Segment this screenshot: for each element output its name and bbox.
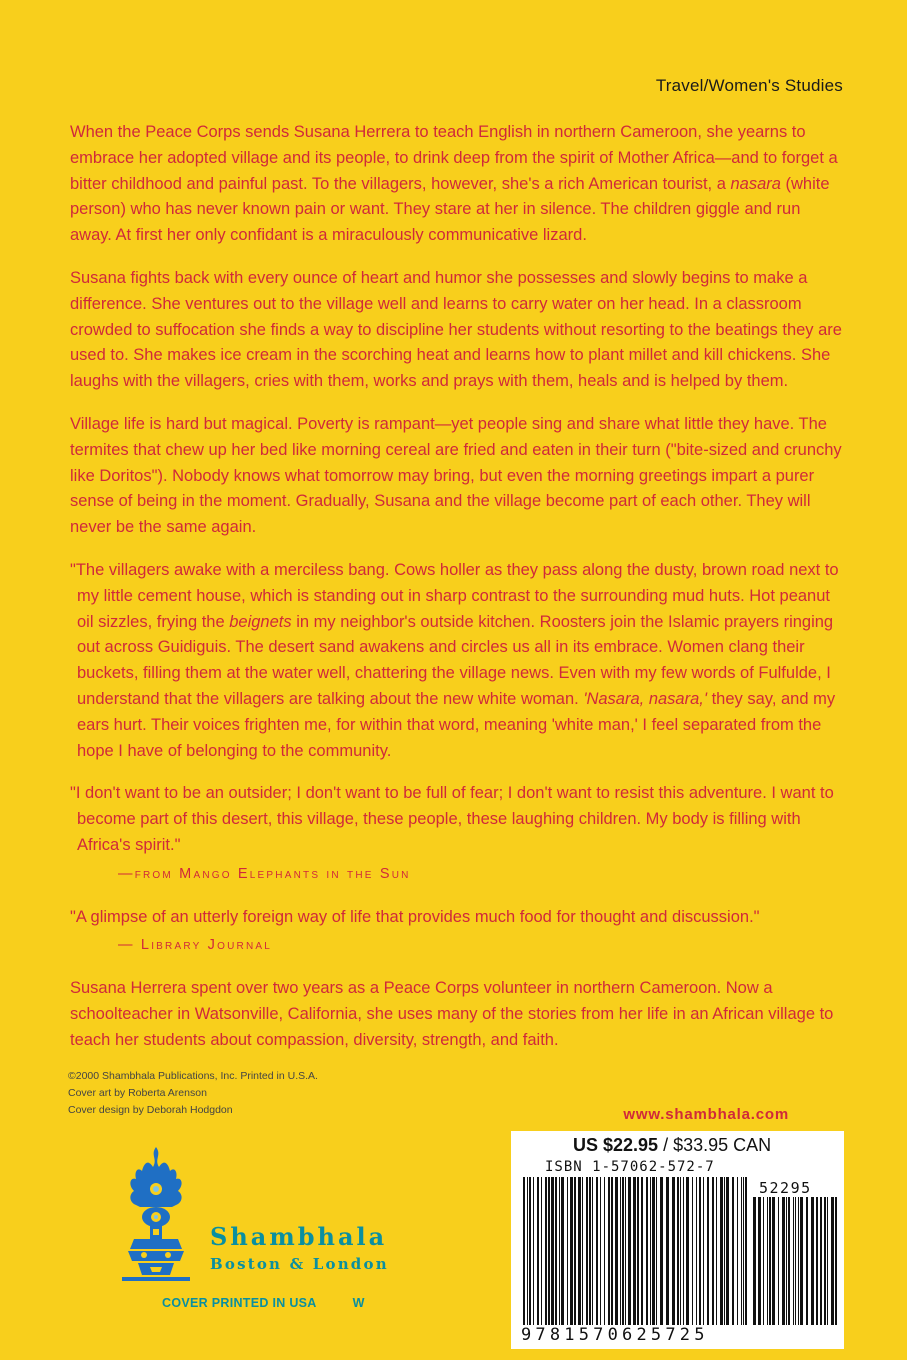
shambhala-emblem-icon: [120, 1145, 192, 1288]
price-line: US $22.95 / $33.95 CAN: [573, 1135, 772, 1155]
author-bio: Susana Herrera spent over two years as a Peace Corps volunteer in northern Cameroon. Now a schoolteacher in Watsonville, California, she uses many of the stories from her life in an African village to teach her students about compassion, diversity, strength, and faith.: [70, 979, 834, 1049]
ean-digits: 9781570625725: [521, 1325, 709, 1345]
printer-code: W: [352, 1296, 365, 1310]
barcode-panel: [511, 1131, 844, 1349]
price-addon-digits: 52295: [759, 1179, 812, 1197]
category-label: Travel/Women's Studies: [655, 76, 843, 95]
quote-attribution-journal: — Library Journal: [118, 937, 272, 954]
copyright-line: ©2000 Shambhala Publications, Inc. Printed in U.S.A.: [68, 1070, 318, 1082]
cover-art-credit: Cover art by Roberta Arenson: [68, 1087, 207, 1099]
excerpt-quote-1: "The villagers awake with a merciless bang. Cows holler as they pass along the dusty, brown road next to my little cement house, which is standing out in sharp contrast to the surrounding mud huts. Hot peanut oil sizzles, frying the beignets in my neighbor's outside kitchen. Roosters join the Islamic prayers ringing out across Guidiguis. The desert sand awakens and circles us all in its embrace. Women clang their buckets, filling them at the water well, chattering the village news. Even with my few words of Fulfulde, I understand that the villagers are talking about the new white woman. 'Nasara, nasara,' they say, and my ears hurt. Their voices frighten me, for within that word, meaning 'white man,' I feel separated from the hope I have of belonging to the community.: [70, 560, 839, 760]
publisher-name: Shambhala: [210, 1222, 388, 1251]
price-addon-barcode: [753, 1197, 837, 1325]
description-paragraph-2: Susana fights back with every ounce of heart and humor she possesses and slowly begins to make a difference. She ventures out to the village well and learns to carry water on her head. In a classroom crowded to suffocation she finds a way to discipline her students without resorting to the beatings they are used to. She makes ice cream in the scorching heat and learns how to plant millet and kill chickens. She laughs with the villagers, cries with them, works and prays with them, heals and is helped by them.: [70, 268, 842, 391]
back-cover-copy: [70, 120, 843, 1071]
ean-barcode: [523, 1177, 749, 1325]
excerpt-quote-2: "I don't want to be an outsider; I don't want to be full of fear; I don't want to resist this adventure. I want to become part of this desert, this village, these people, these laughing children. My body is filling with Africa's spirit." —from Mango Elephants in the Sun: [70, 781, 843, 887]
isbn-text: ISBN 1-57062-572-7: [545, 1159, 715, 1175]
review-quote: "A glimpse of an utterly foreign way of life that provides much food for thought and discussion." — Library Journal: [70, 905, 843, 960]
cover-design-credit: Cover design by Deborah Hodgdon: [68, 1104, 233, 1116]
printed-line: COVER PRINTED IN USA W: [162, 1296, 365, 1310]
description-paragraph-3: Village life is hard but magical. Poverty is rampant—yet people sing and share what little they have. The termites that chew up her bed like morning cereal are fried and eaten in their turn ("bite-sized and crunchy like Doritos"). Nobody knows what tomorrow may bring, but even the morning greetings impart a purer sense of being in the moment. Gradually, Susana and the village become part of each other. They will never be the same again.: [70, 414, 842, 537]
publisher-url[interactable]: www.shambhala.com: [623, 1106, 789, 1123]
description-paragraph-1: When the Peace Corps sends Susana Herrera to teach English in northern Cameroon, she yearns to embrace her adopted village and its people, to drink deep from the spirit of Mother Africa—and to forget a bitter childhood and painful past. To the villagers, however, she's a rich American tourist, a nasara (white person) who has never known pain or want. They stare at her in silence. The children giggle and run away. At first her only confidant is a miraculously communicative lizard.: [70, 123, 838, 245]
publisher-imprint: [210, 1222, 389, 1273]
publisher-location: Boston & London: [210, 1255, 389, 1273]
quote-attribution-book: —from Mango Elephants in the Sun: [118, 865, 411, 882]
publication-credits: [68, 1068, 318, 1119]
